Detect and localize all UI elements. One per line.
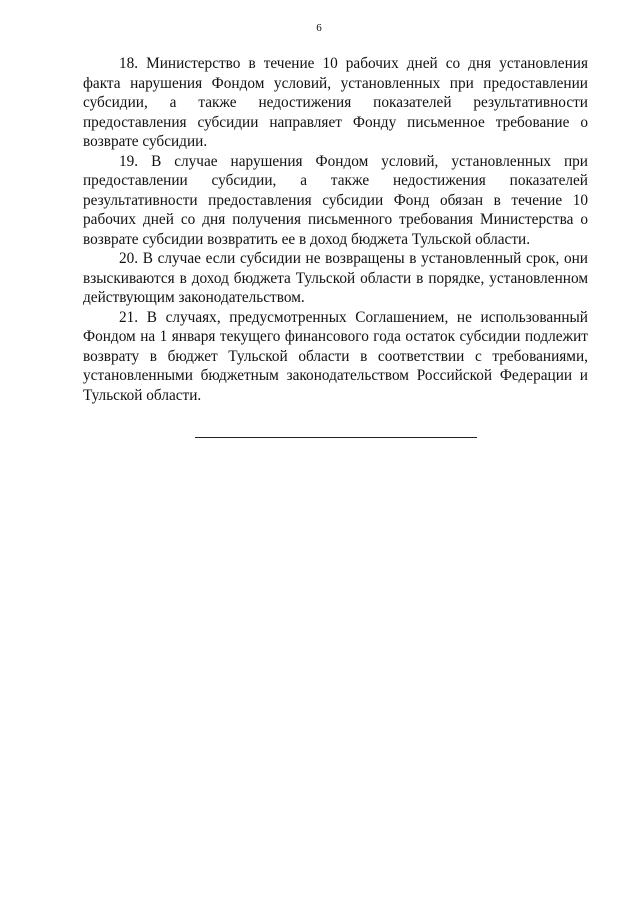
paragraph-20: 20. В случае если субсидии не возвращены в установленный срок, они взыскиваются в доход бюджета Тульской области в порядке, установленном действующим законодательством. [83, 250, 588, 306]
end-of-text-rule [195, 437, 477, 438]
paragraph-19: 19. В случае нарушения Фондом условий, установленных при предоставлении субсидии, а также недостижения показателей результативности предоставления субсидии Фонд обязан в течение 10 рабочих дней со дня получения письменного требования Министерства о возврате субсидии возвратить ее в доход бюджета Тульской области. [83, 152, 588, 248]
paragraph-21: 21. В случаях, предусмотренных Соглашением, не использованный Фондом на 1 января текущего финансового года остаток субсидии подлежит возврату в бюджет Тульской области в соответствии с требованиями, установленными бюджетным законодательством Российской Федерации и Тульской области. [83, 308, 588, 404]
page-number: 6 [316, 22, 322, 34]
document-body [83, 54, 588, 405]
paragraph-18: 18. Министерство в течение 10 рабочих дней со дня установления факта нарушения Фондом условий, установленных при предоставлении субсидии, а также недостижения показателей результативности предоставления субсидии направляет Фонду письменное требование о возврате субсидии. [83, 55, 588, 150]
